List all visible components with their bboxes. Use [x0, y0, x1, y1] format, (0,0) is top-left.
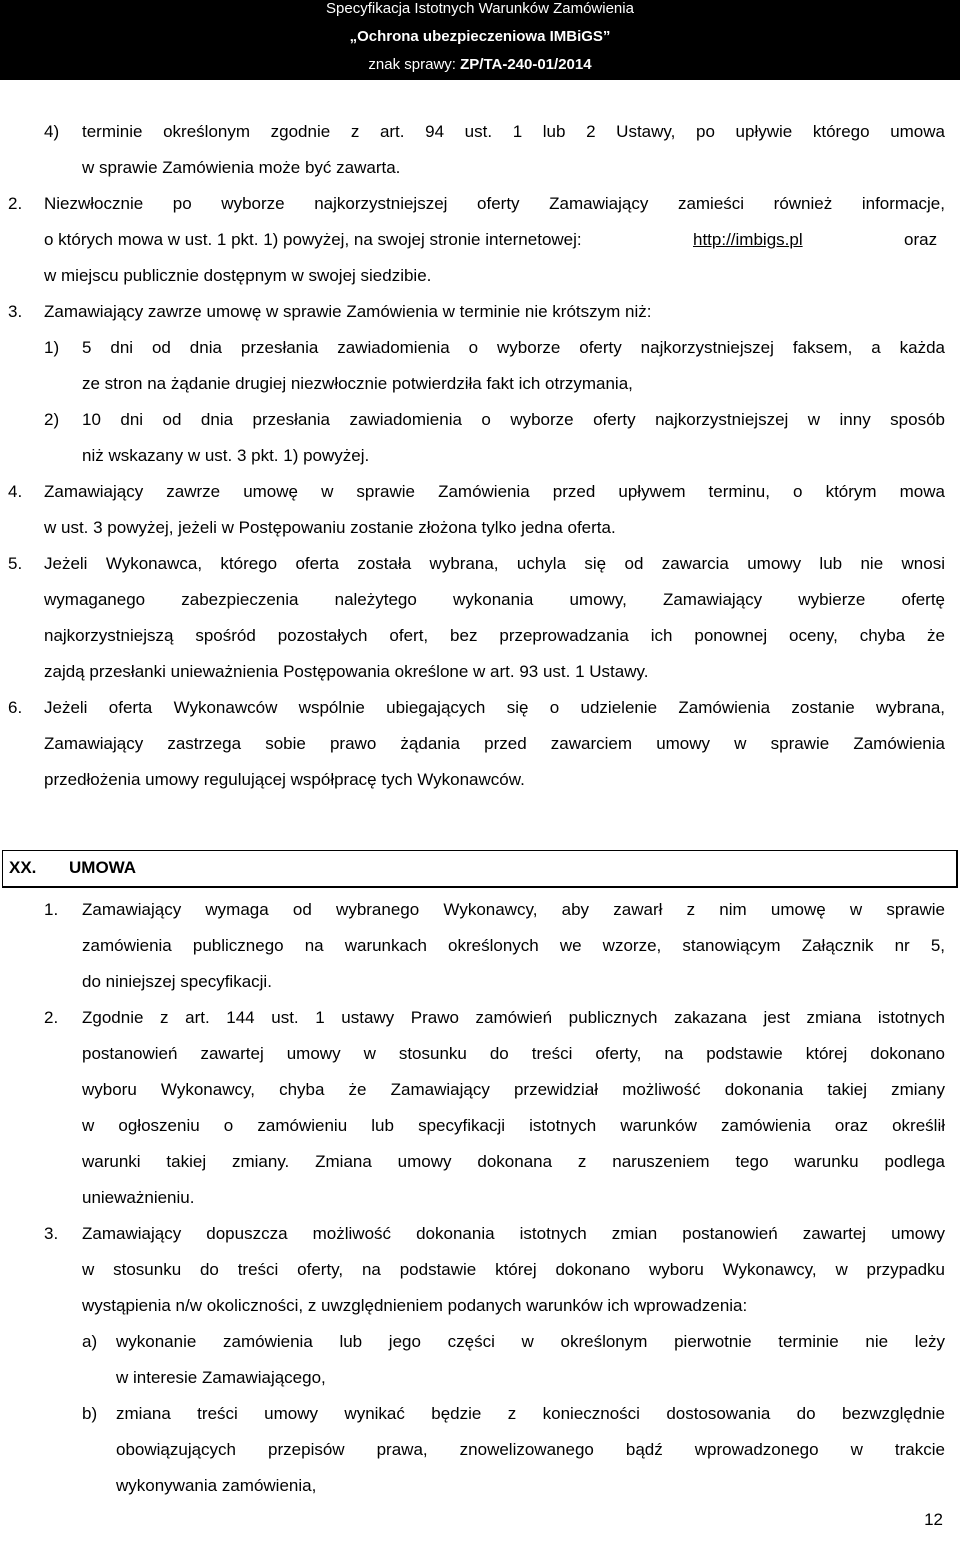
- list-number: 4): [44, 122, 60, 141]
- text-line: Zamawiający wymaga od wybranego Wykonawcy, aby zawarł z nim umowę w sprawie: [82, 900, 945, 919]
- text-line: Zgodnie z art. 144 ust. 1 ustawy Prawo zamówień publicznych zakazana jest zmiana istotnych: [82, 1008, 945, 1027]
- text-line: postanowień zawartej umowy w stosunku do treści oferty, na podstawie której dokonano: [82, 1044, 945, 1063]
- text-line: do niniejszej specyfikacji.: [82, 972, 272, 991]
- header-title: Specyfikacja Istotnych Warunków Zamówienia: [326, 0, 634, 17]
- website-link[interactable]: http://imbigs.pl: [693, 230, 803, 249]
- text-line: Jeżeli Wykonawca, którego oferta została wybrana, uchyla się od zawarcia umowy lub nie wnosi: [44, 554, 945, 573]
- text-line: wyboru Wykonawcy, chyba że Zamawiający przewidział możliwość dokonania takiej zmiany: [82, 1080, 945, 1099]
- text-line: wykonywania zamówienia,: [116, 1476, 317, 1495]
- text-line: w miejscu publicznie dostępnym w swojej siedzibie.: [44, 266, 432, 285]
- list-number: 3.: [8, 302, 23, 321]
- text-line: 10 dni od dnia przesłania zawiadomienia o wyborze oferty najkorzystniejszej w inny sposób: [82, 410, 945, 429]
- text-line: Zamawiający zawrze umowę w sprawie Zamówienia przed upływem terminu, o którym mowa: [44, 482, 945, 501]
- text-line: zajdą przesłanki unieważnienia Postępowania określone w art. 93 ust. 1 Ustawy.: [44, 662, 649, 681]
- section-number: XX.: [9, 858, 37, 877]
- text-line: w ust. 3 powyżej, jeżeli w Postępowaniu zostanie złożona tylko jedna oferta.: [44, 518, 616, 537]
- text-line: zamówienia publicznego na warunkach określonych we wzorze, stanowiącym Załącznik nr 5,: [82, 936, 945, 955]
- list-number: 2.: [8, 194, 23, 213]
- header-reference-code: ZP/TA-240-01/2014: [460, 56, 592, 73]
- text-line: niż wskazany w ust. 3 pkt. 1) powyżej.: [82, 446, 370, 465]
- list-number: 2): [44, 410, 60, 429]
- text-line: Jeżeli oferta Wykonawców wspólnie ubiegających się o udzielenie Zamówienia zostanie wybrana,: [44, 698, 945, 717]
- list-number: 1): [44, 338, 60, 357]
- text-line: ze stron na żądanie drugiej niezwłocznie potwierdziła fakt ich otrzymania,: [82, 374, 633, 393]
- text-line: w ogłoszeniu o zamówieniu lub specyfikacji istotnych warunków zamówienia oraz określił: [82, 1116, 945, 1135]
- list-number: 6.: [8, 698, 23, 717]
- header-reference-label: znak sprawy:: [368, 56, 461, 73]
- section-heading: [2, 850, 958, 888]
- list-number: 1.: [44, 900, 59, 919]
- text-line: zmiana treści umowy wynikać będzie z konieczności dostosowania do bezwzględnie: [116, 1404, 945, 1423]
- text-line: najkorzystniejszą spośród pozostałych ofert, bez przeprowadzania ich ponownej oceny, chyba że: [44, 626, 945, 645]
- text-line: wymaganego zabezpieczenia należytego wykonania umowy, Zamawiający wybierze ofertę: [44, 590, 945, 609]
- text-line: Zamawiający zawrze umowę w sprawie Zamówienia w terminie nie krótszym niż:: [44, 302, 652, 321]
- header-reference: [0, 54, 960, 76]
- text-line: w stosunku do treści oferty, na podstawie której dokonano wyboru Wykonawcy, w przypadku: [82, 1260, 945, 1279]
- text-line: obowiązujących przepisów prawa, znowelizowanego bądź wprowadzonego w trakcie: [116, 1440, 945, 1459]
- list-letter: b): [82, 1404, 98, 1423]
- text-line: przedłożenia umowy regulującej współpracę tych Wykonawców.: [44, 770, 525, 789]
- text-line: Zamawiający zastrzega sobie prawo żądania przed zawarciem umowy w sprawie Zamówienia: [44, 734, 945, 753]
- text-line: Zamawiający dopuszcza możliwość dokonania istotnych zmian postanowień zawartej umowy: [82, 1224, 945, 1243]
- list-letter: a): [82, 1332, 98, 1351]
- text-line: wystąpienia n/w okoliczności, z uwzględnieniem podanych warunków ich wprowadzenia:: [82, 1296, 748, 1315]
- list-number: 4.: [8, 482, 23, 501]
- text-line: Niezwłocznie po wyborze najkorzystniejszej oferty Zamawiający zamieści również informacje,: [44, 194, 945, 213]
- text-line: w interesie Zamawiającego,: [116, 1368, 326, 1387]
- list-number: 5.: [8, 554, 23, 573]
- list-number: 3.: [44, 1224, 59, 1243]
- text-line: unieważnieniu.: [82, 1188, 195, 1207]
- text-line: warunki takiej zmiany. Zmiana umowy dokonana z naruszeniem tego warunku podlega: [82, 1152, 945, 1171]
- text-line: w sprawie Zamówienia może być zawarta.: [82, 158, 401, 177]
- text-line: o których mowa w ust. 1 pkt. 1) powyżej, na swojej stronie internetowej:: [44, 230, 582, 249]
- document-header: [0, 0, 960, 80]
- text-line: terminie określonym zgodnie z art. 94 ust. 1 lub 2 Ustawy, po upływie którego umowa: [82, 122, 945, 141]
- header-subject: „Ochrona ubezpieczeniowa IMBiGS”: [349, 28, 611, 45]
- section-title: UMOWA: [69, 858, 137, 877]
- list-number: 2.: [44, 1008, 59, 1027]
- text-line: oraz: [904, 230, 938, 249]
- page-number: 12: [924, 1510, 943, 1529]
- text-line: wykonanie zamówienia lub jego części w określonym pierwotnie terminie nie leży: [116, 1332, 945, 1351]
- text-line: 5 dni od dnia przesłania zawiadomienia o wyborze oferty najkorzystniejszej faksem, a każda: [82, 338, 945, 357]
